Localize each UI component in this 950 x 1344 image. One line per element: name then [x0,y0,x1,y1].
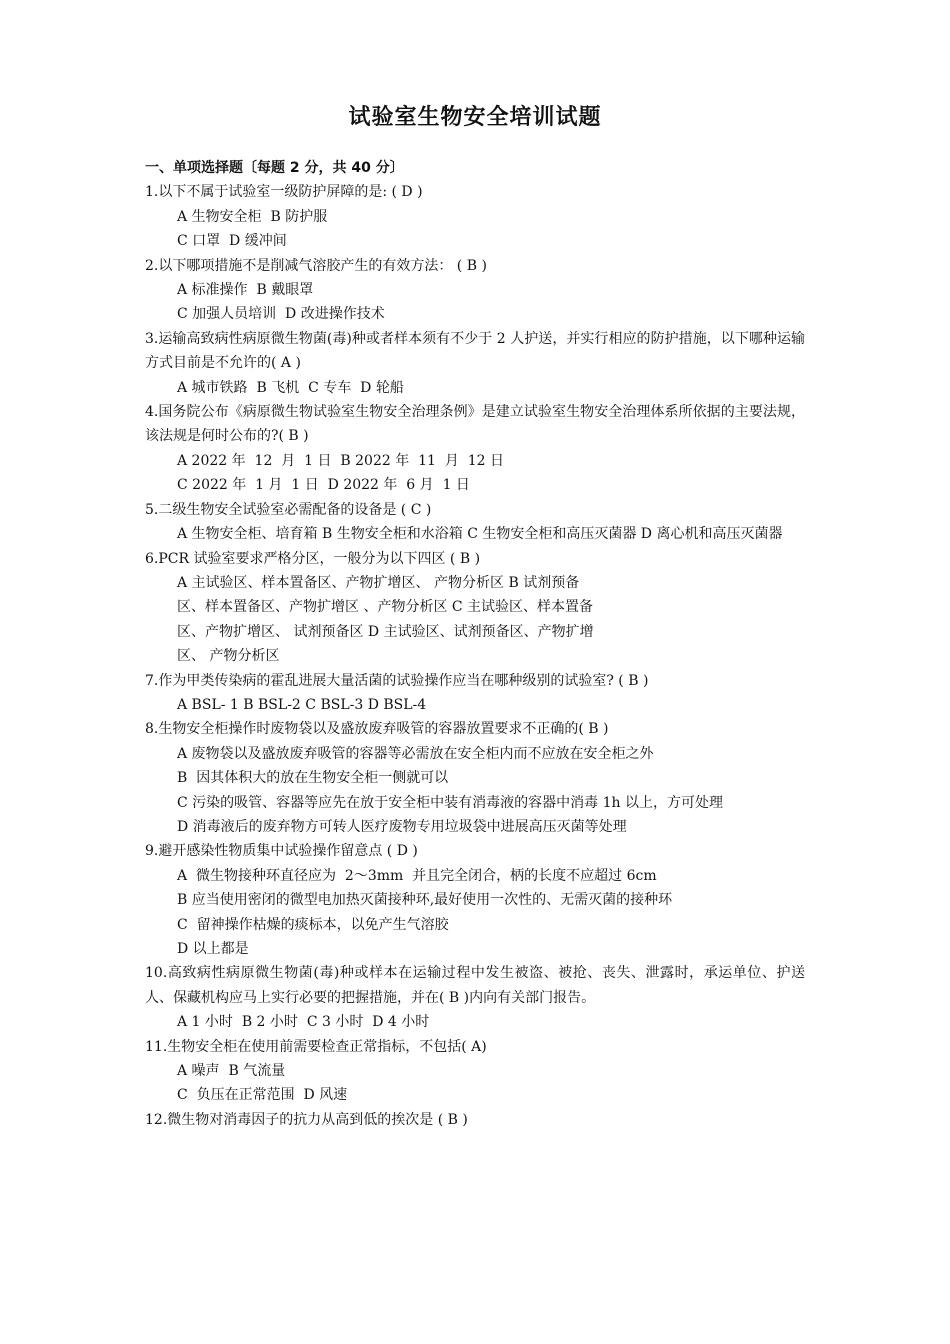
question-option: C 留神操作枯燥的痰标本，以免产生气溶胶 [177,916,449,933]
question-option: A 主试验区、样本置备区、产物扩增区、 产物分析区 B 试剂预备区、样本置备区、产物扩增区 、产物分析区 C 主试验区、样本置备区、产物扩增区、 试剂预备区 D 主试验区、试剂预备区、产物扩增区、 产物分析区 [177,574,594,665]
question-stem: 5.二级生物安全试验室必需配备的设备是 ( C ) [145,501,432,518]
question-stem: 10.高致病性病原微生物菌(毒)种或样本在运输过程中发生被盗、被抢、丧失、泄露时，承运单位、护送人、保藏机构应马上实行必要的把握措施，并在( B )内向有关部门报告。 [145,965,805,1006]
document-body [145,156,805,1132]
question-option: A 微生物接种环直径应为 2～3mm 并且完全闭合，柄的长度不应超过 6cm [177,867,657,884]
question-option: A 生物安全柜、培育箱 B 生物安全柜和水浴箱 C 生物安全柜和高压灭菌器 D 离心机和高压灭菌器 [177,526,783,543]
question-option: A BSL- 1 B BSL-2 C BSL-3 D BSL-4 [177,696,427,713]
question-option: A 噪声 B 气流量 [177,1063,286,1080]
question-option: C 加强人员培训 D 改进操作技术 [177,306,385,323]
question-option: C 2022 年 1 月 1 日 D 2022 年 6 月 1 日 [177,477,470,494]
question-stem: 12.微生物对消毒因子的抗力从高到低的挨次是 ( B ) [145,1111,468,1128]
question-stem: 7.作为甲类传染病的霍乱进展大量活菌的试验操作应当在哪种级别的试验室? ( B ) [145,672,649,689]
question-stem: 2.以下哪项措施不是削减气溶胶产生的有效方法： ( B ) [145,257,487,274]
question-option: C 口罩 D 缓冲间 [177,233,287,250]
question-stem: 8.生物安全柜操作时废物袋以及盛放废弃吸管的容器放置要求不正确的( B ) [145,721,609,738]
section-heading: 一、单项选择题〔每题 2 分，共 40 分〕 [145,160,404,176]
question-option: A 标准操作 B 戴眼罩 [177,282,314,299]
question-stem: 4.国务院公布《病原微生物试验室生物安全治理条例》是建立试验室生物安全治理体系所依据的主要法规，该法规是何时公布的?( B ) [145,404,805,445]
question-stem: 9.避开感染性物质集中试验操作留意点 ( D ) [145,843,418,860]
document-title: 试验室生物安全培训试题 [348,105,602,130]
question-option: D 消毒液后的废弃物方可转人医疗废物专用垃圾袋中进展高压灭菌等处理 [177,818,627,835]
question-option: B 应当使用密闭的微型电加热灭菌接种环,最好使用一次性的、无需灭菌的接种环 [177,892,673,909]
question-option: A 2022 年 12 月 1 日 B 2022 年 11 月 12 日 [177,452,505,469]
question-option: D 以上都是 [177,941,249,957]
question-option: A 生物安全柜 B 防护服 [177,208,328,225]
question-stem: 6.PCR 试验室要求严格分区，一般分为以下四区 ( B ) [145,550,481,567]
question-option: A 废物袋以及盛放废弃吸管的容器等必需放在安全柜内而不应放在安全柜之外 [177,745,654,762]
question-stem: 11.生物安全柜在使用前需要检查正常指标，不包括( A) [145,1038,487,1055]
question-option: C 污染的吸管、容器等应先在放于安全柜中装有消毒液的容器中消毒 1h 以上，方可处理 [177,794,723,811]
question-option: A 城市铁路 B 飞机 C 专车 D 轮船 [177,379,404,396]
question-stem: 3.运输高致病性病原微生物菌(毒)种或者样本须有不少于 2 人护送，并实行相应的防护措施，以下哪种运输方式目前是不允许的( A ) [145,330,805,372]
question-stem: 1.以下不属于试验室一级防护屏障的是: ( D ) [145,184,423,201]
question-option: B 因其体积大的放在生物安全柜一侧就可以 [177,770,449,787]
question-option: A 1 小时 B 2 小时 C 3 小时 D 4 小时 [177,1014,430,1031]
question-option: C 负压在正常范围 D 风速 [177,1087,348,1104]
